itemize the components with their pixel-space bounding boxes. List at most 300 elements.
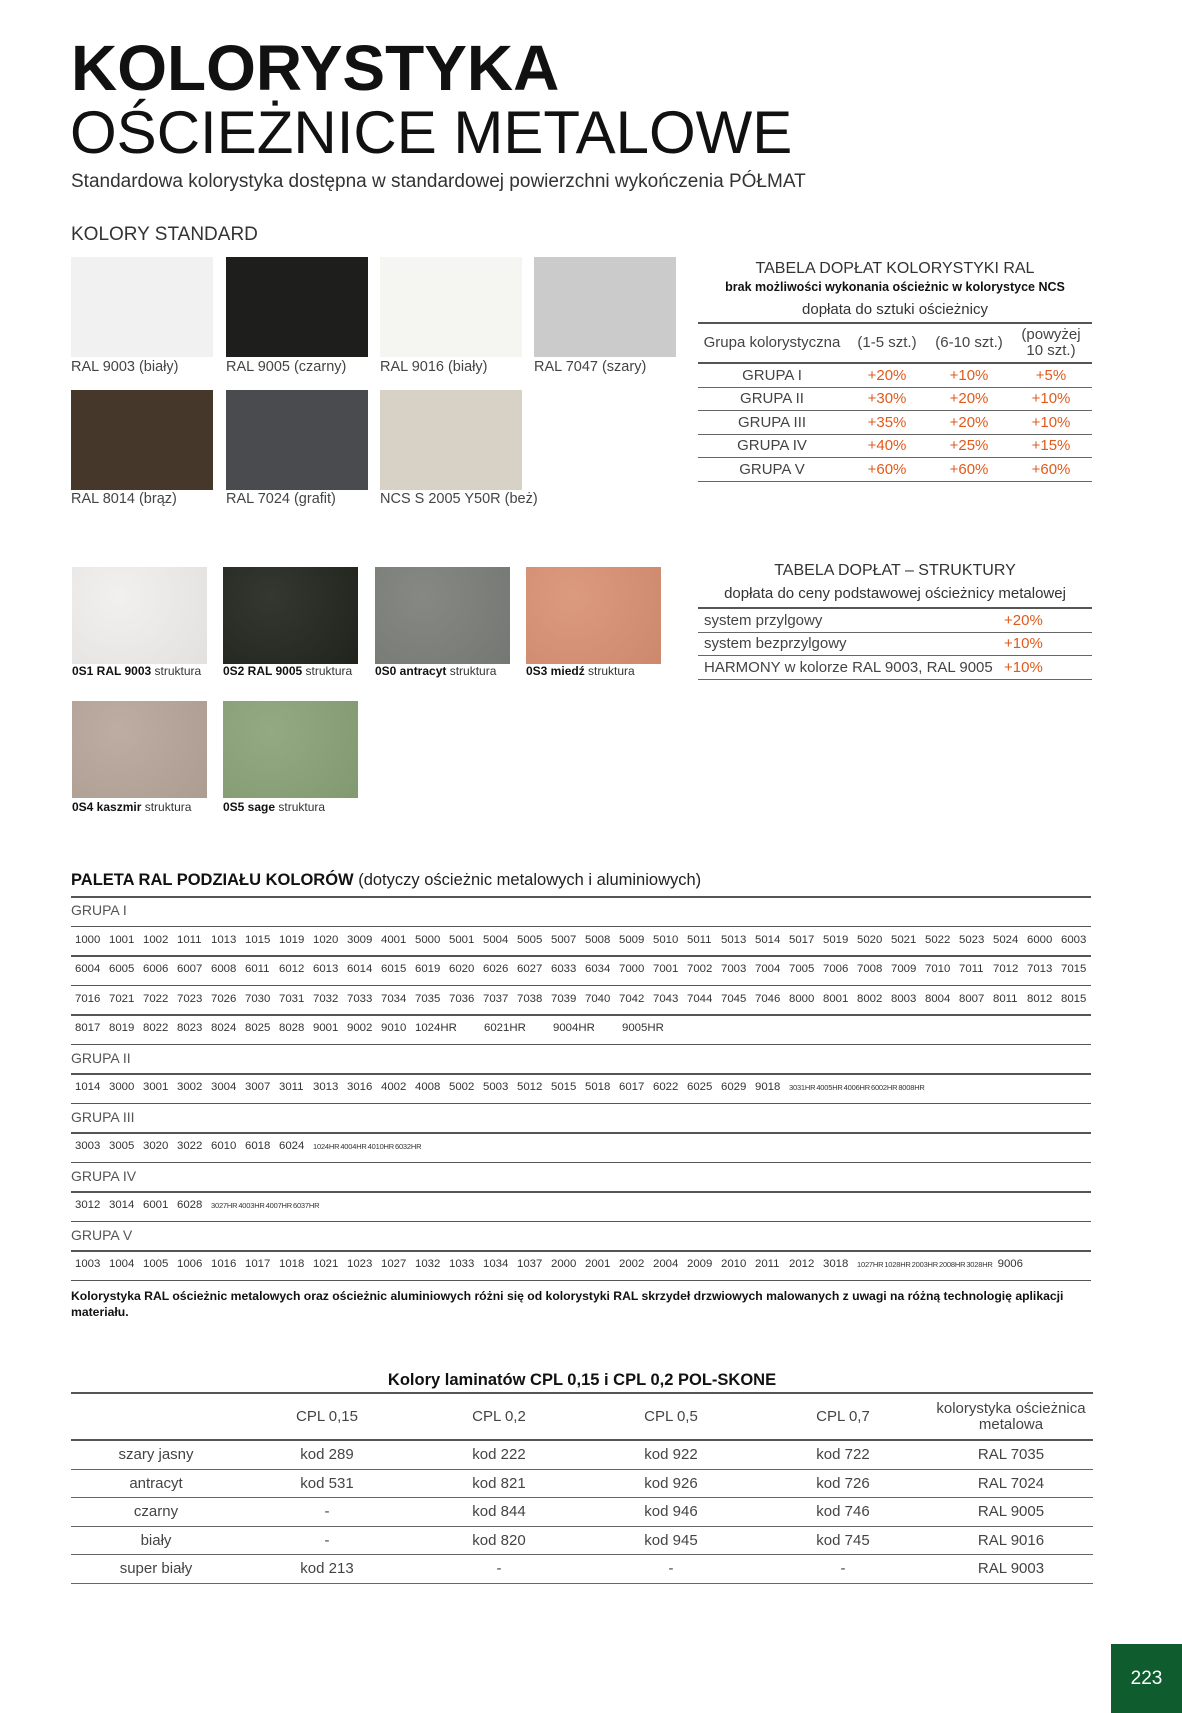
cpl-laminate-table	[71, 1392, 1093, 1584]
structure-swatch	[72, 567, 207, 664]
ral-code-row	[75, 1258, 1095, 1270]
ral-code: 7022	[143, 992, 169, 1005]
ral-code: 9018	[755, 1081, 781, 1093]
table-cell: +60%	[928, 458, 1010, 482]
ral-code: 8000	[789, 992, 815, 1005]
ral-code: 5000	[415, 933, 441, 946]
structure-code: 0S2 RAL 9005	[223, 664, 303, 678]
palette-divider	[71, 1191, 1091, 1193]
ral-code: 3018	[823, 1258, 849, 1270]
table-cell: +40%	[846, 434, 928, 458]
ral-code: 3014	[109, 1199, 135, 1211]
structure-suffix: struktura	[141, 800, 192, 814]
structure-swatch	[526, 567, 661, 664]
ral-code: 6008	[211, 963, 237, 975]
ral-table-note: brak możliwości wykonania ościeżnic w kolorystyce NCS	[725, 280, 1065, 294]
page-title: KOLORYSTYKA	[71, 32, 560, 104]
ral-code: 8017	[75, 1022, 101, 1034]
structure-label	[223, 664, 352, 678]
table-cell: kod 926	[585, 1469, 757, 1498]
ral-code: 3007	[245, 1081, 271, 1093]
ral-code: 2003HR	[911, 1260, 938, 1269]
ral-code: 8012	[1027, 992, 1053, 1005]
ral-code: 7013	[1027, 963, 1053, 975]
table-header-line: 10 szt.)	[1026, 342, 1076, 359]
ral-code: 1006	[177, 1258, 203, 1270]
ral-code: 1011	[177, 933, 202, 946]
table-cell: super biały	[71, 1555, 241, 1584]
ral-code: 7001	[653, 963, 679, 975]
ral-code: 1016	[211, 1258, 237, 1270]
ral-code: 6027	[517, 963, 543, 975]
ral-code: 1032	[415, 1258, 441, 1270]
table-cell: system przylgowy	[698, 608, 1004, 632]
ral-code: 6019	[415, 963, 441, 975]
ral-code: 2011	[755, 1258, 780, 1270]
ral-code: 5018	[585, 1081, 611, 1093]
ral-code: 6025	[687, 1081, 713, 1093]
ral-code: 2010	[721, 1258, 747, 1270]
ral-code: 7037	[483, 992, 509, 1005]
ral-code: 1018	[279, 1258, 305, 1270]
ral-code-row	[75, 934, 1095, 946]
ral-code: 7012	[993, 963, 1019, 975]
ral-code: 2002	[619, 1258, 645, 1270]
ral-code: 3028HR	[966, 1260, 993, 1269]
ral-code: 9002	[347, 1022, 373, 1034]
ral-code: 6033	[551, 963, 577, 975]
swatch-label: RAL 9003 (biały)	[71, 359, 179, 375]
ral-code: 5004	[483, 933, 509, 946]
swatch-label: RAL 7024 (grafit)	[226, 491, 336, 507]
table-header: CPL 0,5	[585, 1393, 757, 1440]
ral-code: 3022	[177, 1140, 203, 1152]
structure-label	[375, 664, 496, 678]
ral-code-row	[75, 1081, 1095, 1093]
ral-code: 6032HR	[394, 1142, 422, 1151]
ral-code: 4010HR	[367, 1142, 394, 1151]
ral-code: 5013	[721, 933, 747, 946]
ral-code: 1017	[245, 1258, 271, 1270]
ral-code: 8007	[959, 992, 985, 1005]
structure-code: 0S3 miedź	[526, 664, 585, 678]
ral-code: 6022	[653, 1081, 679, 1093]
ral-code: 1033	[449, 1258, 475, 1270]
palette-heading-bold: PALETA RAL PODZIAŁU KOLORÓW	[71, 871, 354, 889]
color-swatch	[71, 390, 213, 490]
ral-code: 5017	[789, 933, 815, 946]
ral-code: 8015	[1061, 992, 1087, 1005]
ral-code: 7008	[857, 963, 883, 975]
palette-divider	[71, 1280, 1091, 1282]
ral-code: 1024HR	[313, 1142, 340, 1151]
ral-code: 1019	[279, 933, 305, 946]
ral-code: 9010	[381, 1022, 407, 1034]
color-swatch	[534, 257, 676, 357]
structure-suffix: struktura	[275, 800, 326, 814]
table-cell: +5%	[1010, 363, 1092, 387]
table-header: CPL 0,2	[413, 1393, 585, 1440]
ral-code: 7005	[789, 963, 815, 975]
ral-code: 1013	[211, 933, 237, 946]
ral-code: 8004	[925, 992, 951, 1005]
ral-code: 4007HR	[265, 1201, 292, 1210]
ral-code: 7026	[211, 992, 237, 1005]
table-cell: -	[241, 1498, 413, 1527]
ral-code: 7033	[347, 992, 373, 1005]
palette-divider	[71, 1221, 1091, 1223]
structure-code: 0S4 kaszmir	[72, 800, 142, 814]
structure-code: 0S1 RAL 9003	[72, 664, 152, 678]
table-cell: -	[757, 1555, 929, 1584]
structure-label	[72, 800, 191, 814]
palette-divider	[71, 1132, 1091, 1134]
palette-divider	[71, 955, 1091, 957]
ral-code: 1024HR	[415, 1022, 457, 1034]
palette-group-label: GRUPA II	[71, 1049, 131, 1066]
ral-code: 3004	[211, 1081, 237, 1093]
color-swatch	[226, 257, 368, 357]
table-cell: biały	[71, 1526, 241, 1555]
ral-code: 2004	[653, 1258, 679, 1270]
ral-code: 8025	[245, 1022, 271, 1034]
ral-code: 6013	[313, 963, 339, 975]
ral-code: 3012	[75, 1199, 101, 1211]
table-header: CPL 0,7	[757, 1393, 929, 1440]
ral-code: 5015	[551, 1081, 577, 1093]
page-number: 223	[1111, 1644, 1182, 1713]
table-header-line: kolorystyka ościeżnica	[936, 1399, 1086, 1417]
table-cell: -	[241, 1526, 413, 1555]
ral-code: 6000	[1027, 933, 1053, 946]
structure-swatch	[375, 567, 510, 664]
ral-code: 4003HR	[238, 1201, 265, 1210]
ral-code: 3016	[347, 1081, 373, 1093]
table-cell: kod 746	[757, 1498, 929, 1527]
ral-code: 5014	[755, 933, 781, 946]
ral-code: 1005	[143, 1258, 169, 1270]
ral-code: 3031HR	[789, 1083, 816, 1092]
table-row	[698, 363, 1092, 387]
ral-code: 2001	[585, 1258, 611, 1270]
structure-code: 0S5 sage	[223, 800, 276, 814]
ral-code: 6017	[619, 1081, 645, 1093]
table-row	[698, 632, 1092, 656]
structure-suffix: struktura	[584, 664, 635, 678]
palette-group-label: GRUPA V	[71, 1226, 133, 1243]
ral-code: 7043	[653, 992, 679, 1005]
ral-code: 7039	[551, 992, 577, 1005]
ral-code: 1037	[517, 1258, 543, 1270]
ral-code: 1001	[109, 933, 135, 946]
ral-code: 9001	[313, 1022, 339, 1034]
table-row	[698, 458, 1092, 482]
structure-suffix: struktura	[446, 664, 497, 678]
table-cell: system bezprzylgowy	[698, 632, 1004, 656]
table-cell: RAL 9005	[929, 1498, 1093, 1527]
table-row	[698, 434, 1092, 458]
swatch-label: RAL 9005 (czarny)	[226, 359, 347, 375]
table-cell: kod 946	[585, 1498, 757, 1527]
ral-code: 8001	[823, 992, 849, 1005]
table-cell: GRUPA V	[698, 458, 846, 482]
ral-code: 5002	[449, 1081, 475, 1093]
palette-heading-rest: (dotyczy ościeżnic metalowych i aluminiowych)	[353, 871, 702, 889]
ral-code: 3003	[75, 1140, 101, 1152]
ral-code: 5021	[891, 933, 917, 946]
page-description: Standardowa kolorystyka dostępna w standardowej powierzchni wykończenia PÓŁMAT	[71, 171, 806, 192]
ral-code: 6001	[143, 1199, 169, 1211]
ral-code: 1004	[109, 1258, 135, 1270]
table-header	[1010, 323, 1092, 363]
ral-code: 5008	[585, 933, 611, 946]
ral-code: 7034	[381, 992, 407, 1005]
ral-code: 3001	[143, 1081, 169, 1093]
ral-code: 5024	[993, 933, 1019, 946]
table-cell: szary jasny	[71, 1440, 241, 1469]
structure-table-title: TABELA DOPŁAT – STRUKTURY	[774, 562, 1016, 579]
ral-surcharge-table	[698, 322, 1092, 482]
ral-code: 7036	[449, 992, 475, 1005]
ral-code: 6024	[279, 1140, 305, 1152]
ral-table-title: TABELA DOPŁAT KOLORYSTYKI RAL	[755, 260, 1035, 277]
ral-code: 4001	[381, 933, 407, 946]
table-cell: kod 213	[241, 1555, 413, 1584]
ral-code: 6029	[721, 1081, 747, 1093]
ral-code: 6020	[449, 963, 475, 975]
ral-code: 7046	[755, 992, 781, 1005]
ral-code: 1003	[75, 1258, 101, 1270]
table-row	[698, 411, 1092, 435]
ral-code: 3005	[109, 1140, 135, 1152]
structure-surcharge-table	[698, 607, 1092, 680]
table-cell: +15%	[1010, 434, 1092, 458]
ral-code: 6015	[381, 963, 407, 975]
ral-code: 6028	[177, 1199, 203, 1211]
palette-divider	[71, 1014, 1091, 1016]
structure-code: 0S0 antracyt	[375, 664, 447, 678]
ral-code: 8002	[857, 992, 883, 1005]
table-cell: kod 745	[757, 1526, 929, 1555]
table-cell: HARMONY w kolorze RAL 9003, RAL 9005	[698, 656, 1004, 680]
structure-swatch	[223, 567, 358, 664]
table-cell: -	[585, 1555, 757, 1584]
ral-code: 7002	[687, 963, 713, 975]
palette-group-label: GRUPA IV	[71, 1167, 137, 1184]
ral-code: 7011	[959, 963, 984, 975]
ral-code: 5003	[483, 1081, 509, 1093]
ral-code: 7009	[891, 963, 917, 975]
ral-code: 6006	[143, 963, 169, 975]
table-cell: RAL 7035	[929, 1440, 1093, 1469]
palette-divider	[71, 1162, 1091, 1164]
ral-code: 6021HR	[484, 1022, 526, 1034]
ral-code: 5020	[857, 933, 883, 946]
ral-code: 3013	[313, 1081, 339, 1093]
table-cell: kod 820	[413, 1526, 585, 1555]
ral-code: 4008	[415, 1081, 441, 1093]
ral-code: 1020	[313, 933, 339, 946]
table-cell: +35%	[846, 411, 928, 435]
ral-code: 4004HR	[340, 1142, 367, 1151]
ral-code: 6010	[211, 1140, 237, 1152]
structure-suffix: struktura	[151, 664, 202, 678]
ral-code: 5001	[449, 933, 475, 946]
ral-code: 8003	[891, 992, 917, 1005]
ral-code: 1027HR	[857, 1260, 884, 1269]
ral-code: 7031	[279, 992, 305, 1005]
ral-code: 1015	[245, 933, 271, 946]
table-cell: kod 844	[413, 1498, 585, 1527]
ral-code: 1034	[483, 1258, 509, 1270]
table-cell: kod 726	[757, 1469, 929, 1498]
table-cell: GRUPA III	[698, 411, 846, 435]
table-cell: kod 531	[241, 1469, 413, 1498]
table-cell: kod 289	[241, 1440, 413, 1469]
ral-code: 7035	[415, 992, 441, 1005]
ral-code: 7004	[755, 963, 781, 975]
table-cell: GRUPA IV	[698, 434, 846, 458]
ral-code: 7042	[619, 992, 645, 1005]
table-header	[929, 1393, 1093, 1440]
table-cell: +60%	[846, 458, 928, 482]
table-row	[71, 1526, 1093, 1555]
structure-suffix: struktura	[302, 664, 353, 678]
table-cell: +20%	[1004, 608, 1092, 632]
ral-code: 9006	[997, 1258, 1023, 1270]
color-swatch	[226, 390, 368, 490]
ral-table-caption: dopłata do sztuki ościeżnicy	[802, 301, 988, 318]
ral-code-row	[75, 1140, 1095, 1152]
table-row	[71, 1469, 1093, 1498]
table-cell: GRUPA II	[698, 387, 846, 411]
ral-code: 5010	[653, 933, 679, 946]
table-row	[71, 1555, 1093, 1584]
ral-code-row	[75, 963, 1095, 975]
ral-code: 1027	[381, 1258, 407, 1270]
table-cell: -	[413, 1555, 585, 1584]
table-row	[71, 1498, 1093, 1527]
ral-code: 3011	[279, 1081, 304, 1093]
ral-code: 6018	[245, 1140, 271, 1152]
color-swatch	[71, 257, 213, 357]
palette-divider	[71, 896, 1091, 898]
palette-divider	[71, 1044, 1091, 1046]
table-row	[698, 387, 1092, 411]
ral-code: 3027HR	[211, 1201, 238, 1210]
palette-divider	[71, 1073, 1091, 1075]
ral-code: 1021	[313, 1258, 339, 1270]
ral-code: 5005	[517, 933, 543, 946]
ral-code: 1002	[143, 933, 169, 946]
ral-code: 8028	[279, 1022, 305, 1034]
table-cell: antracyt	[71, 1469, 241, 1498]
swatch-label: NCS S 2005 Y50R (beż)	[380, 491, 538, 507]
table-cell: +10%	[1004, 656, 1092, 680]
ral-code: 3020	[143, 1140, 169, 1152]
ral-code: 6012	[279, 963, 305, 975]
color-swatch	[380, 390, 522, 490]
table-cell: kod 945	[585, 1526, 757, 1555]
ral-code-row	[75, 1022, 1095, 1034]
table-row	[698, 608, 1092, 632]
table-cell: +20%	[928, 387, 1010, 411]
ral-code: 5023	[959, 933, 985, 946]
ral-code-row	[75, 993, 1095, 1005]
ral-code: 8011	[993, 992, 1018, 1005]
ral-code: 6011	[245, 963, 270, 975]
table-cell: kod 722	[757, 1440, 929, 1469]
ral-code: 6034	[585, 963, 611, 975]
ral-code: 5022	[925, 933, 951, 946]
table-cell: +20%	[846, 363, 928, 387]
cpl-table-title: Kolory laminatów CPL 0,15 i CPL 0,2 POL-SKONE	[387, 1371, 777, 1389]
ral-code: 5007	[551, 933, 577, 946]
ral-code: 7000	[619, 963, 645, 975]
ral-code: 8024	[211, 1022, 237, 1034]
structure-swatch	[223, 701, 358, 798]
ral-code: 4005HR	[816, 1083, 843, 1092]
color-swatch	[380, 257, 522, 357]
ral-code: 8019	[109, 1022, 135, 1034]
table-cell: +25%	[928, 434, 1010, 458]
ral-code: 2008HR	[938, 1260, 966, 1269]
ral-code: 9005HR	[622, 1022, 664, 1034]
ral-code: 7006	[823, 963, 849, 975]
ral-code: 5011	[687, 933, 712, 946]
ral-code: 7023	[177, 992, 203, 1005]
table-header-line: metalowa	[978, 1415, 1044, 1433]
ral-code: 6003	[1061, 933, 1087, 946]
ral-code: 7010	[925, 963, 951, 975]
ral-code: 7003	[721, 963, 747, 975]
swatch-label: RAL 9016 (biały)	[380, 359, 488, 375]
ral-code: 7021	[109, 992, 135, 1005]
swatch-label: RAL 7047 (szary)	[534, 359, 647, 375]
palette-note: Kolorystyka RAL ościeżnic metalowych oraz ościeżnic aluminiowych różni się od kolorystyki RAL skrzydeł drzwiowych malowanych z uwagi na różną technologię aplikacji materiału.	[71, 1289, 1064, 1319]
ral-code: 3009	[347, 933, 373, 946]
ral-code: 7038	[517, 992, 543, 1005]
ral-code: 8022	[143, 1022, 169, 1034]
table-header	[71, 1393, 241, 1440]
table-header: Grupa kolorystyczna	[698, 323, 846, 363]
table-header-line: (powyżej	[1021, 326, 1081, 344]
table-header: CPL 0,15	[241, 1393, 413, 1440]
standard-colors-heading: KOLORY STANDARD	[71, 224, 258, 245]
swatch-label: RAL 8014 (brąz)	[71, 491, 177, 507]
table-cell: +10%	[1010, 387, 1092, 411]
table-cell: RAL 9016	[929, 1526, 1093, 1555]
table-cell: GRUPA I	[698, 363, 846, 387]
table-header: (1-5 szt.)	[846, 323, 928, 363]
structure-table-caption: dopłata do ceny podstawowej ościeżnicy metalowej	[724, 585, 1066, 602]
ral-code: 6002HR	[870, 1083, 898, 1092]
table-cell: +60%	[1010, 458, 1092, 482]
ral-code: 1023	[347, 1258, 373, 1270]
table-cell: +20%	[928, 411, 1010, 435]
ral-code-row	[75, 1199, 1095, 1211]
ral-code: 6007	[177, 963, 203, 975]
table-cell: +10%	[1004, 632, 1092, 656]
table-cell: kod 222	[413, 1440, 585, 1469]
table-cell: +10%	[928, 363, 1010, 387]
ral-code: 7030	[245, 992, 271, 1005]
table-row	[71, 1440, 1093, 1469]
ral-code: 7016	[75, 992, 101, 1005]
table-row	[698, 656, 1092, 680]
ral-code: 7045	[721, 992, 747, 1005]
ral-code: 1000	[75, 933, 101, 946]
